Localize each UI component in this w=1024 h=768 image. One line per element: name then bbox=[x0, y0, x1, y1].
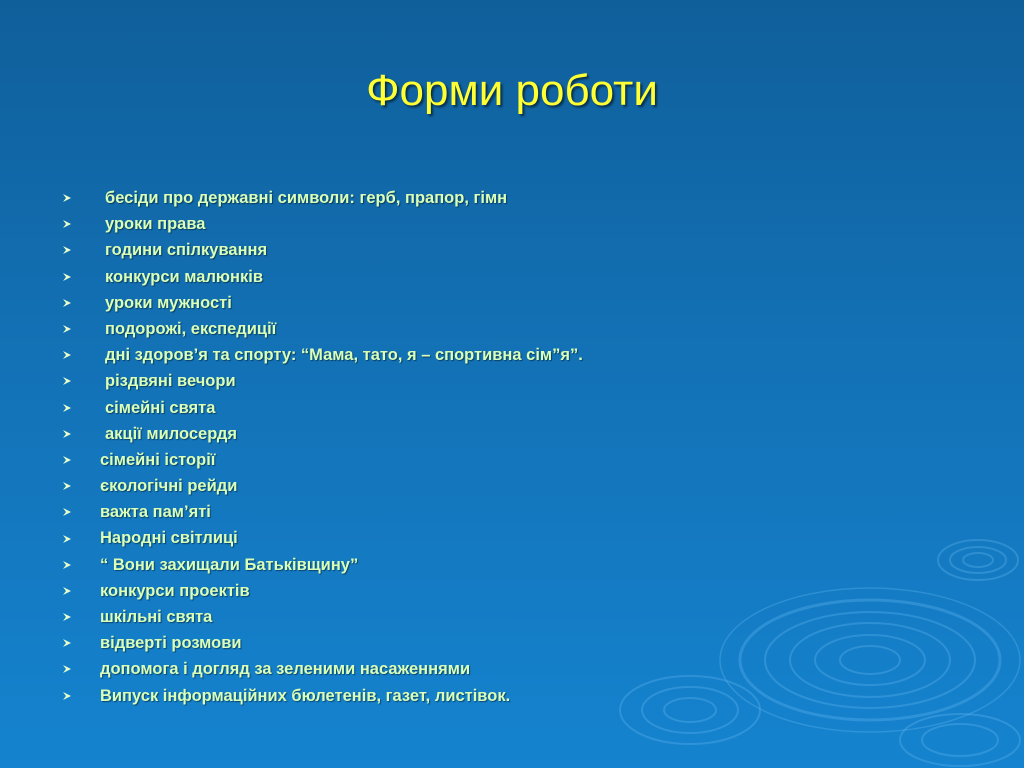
list-item-text: уроки права bbox=[105, 215, 206, 234]
arrowhead-bullet-icon bbox=[62, 638, 100, 648]
list-item-text: години спілкування bbox=[105, 241, 268, 260]
list-item-text: єкологічні рейди bbox=[100, 477, 238, 496]
list-item bbox=[62, 395, 583, 421]
arrowhead-bullet-icon bbox=[62, 272, 100, 282]
arrowhead-bullet-icon bbox=[62, 664, 100, 674]
list-item bbox=[62, 499, 583, 525]
list-item bbox=[62, 473, 583, 499]
list-item-text: дні здоров’я та спорту: “Мама, тато, я – спортивна сім”я”. bbox=[105, 346, 583, 365]
arrowhead-bullet-icon bbox=[62, 376, 100, 386]
list-item-text: конкурси малюнків bbox=[105, 267, 263, 286]
list-item-text: конкурси проектів bbox=[100, 581, 250, 600]
list-item bbox=[62, 630, 583, 656]
arrowhead-bullet-icon bbox=[62, 429, 100, 439]
arrowhead-bullet-icon bbox=[62, 507, 100, 517]
list-item-text: сімейні історії bbox=[100, 450, 216, 469]
arrowhead-bullet-icon bbox=[62, 219, 100, 229]
list-item-text: бесіди про державні символи: герб, прапор, гімн bbox=[105, 189, 508, 207]
list-item-text: допомога і догляд за зеленими насаженнями bbox=[100, 660, 471, 679]
arrowhead-bullet-icon bbox=[62, 324, 100, 334]
arrowhead-bullet-icon bbox=[62, 455, 100, 465]
arrowhead-bullet-icon bbox=[62, 612, 100, 622]
arrowhead-bullet-icon bbox=[62, 691, 100, 701]
list-item-text: різдвяні вечори bbox=[105, 372, 236, 391]
list-item-text: Випуск інформаційних бюлетенів, газет, листівок. bbox=[100, 686, 511, 705]
list-item bbox=[62, 185, 583, 211]
list-item-text: Народні світлиці bbox=[100, 529, 238, 548]
list-item bbox=[62, 316, 583, 342]
list-item bbox=[62, 552, 583, 578]
list-item bbox=[62, 421, 583, 447]
list-item bbox=[62, 447, 583, 473]
list-item-text: акції милосердя bbox=[105, 424, 237, 443]
list-item-text: важта пам’яті bbox=[100, 503, 211, 522]
list-item-text: відверті розмови bbox=[100, 634, 242, 653]
slide-title: Форми роботи bbox=[366, 66, 658, 115]
arrowhead-bullet-icon bbox=[62, 560, 100, 570]
arrowhead-bullet-icon bbox=[62, 534, 100, 544]
list-item-text: сімейні свята bbox=[105, 398, 216, 417]
list-item bbox=[62, 525, 583, 551]
list-item bbox=[62, 368, 583, 394]
bullet-list bbox=[62, 185, 583, 709]
arrowhead-bullet-icon bbox=[62, 298, 100, 308]
list-item bbox=[62, 604, 583, 630]
arrowhead-bullet-icon bbox=[62, 245, 100, 255]
list-item bbox=[62, 656, 583, 682]
list-item-text: подорожі, експедиції bbox=[105, 319, 277, 338]
arrowhead-bullet-icon bbox=[62, 403, 100, 413]
list-item bbox=[62, 211, 583, 237]
arrowhead-bullet-icon bbox=[62, 586, 100, 596]
list-item bbox=[62, 237, 583, 263]
list-item bbox=[62, 264, 583, 290]
list-item-text: шкільні свята bbox=[100, 608, 213, 626]
arrowhead-bullet-icon bbox=[62, 350, 100, 360]
list-item bbox=[62, 578, 583, 604]
list-item bbox=[62, 342, 583, 368]
list-item bbox=[62, 290, 583, 316]
arrowhead-bullet-icon bbox=[62, 193, 100, 203]
list-item-text: “ Вони захищали Батьківщину” bbox=[100, 555, 359, 574]
list-item bbox=[62, 683, 583, 709]
list-item-text: уроки мужності bbox=[105, 293, 232, 312]
arrowhead-bullet-icon bbox=[62, 481, 100, 491]
